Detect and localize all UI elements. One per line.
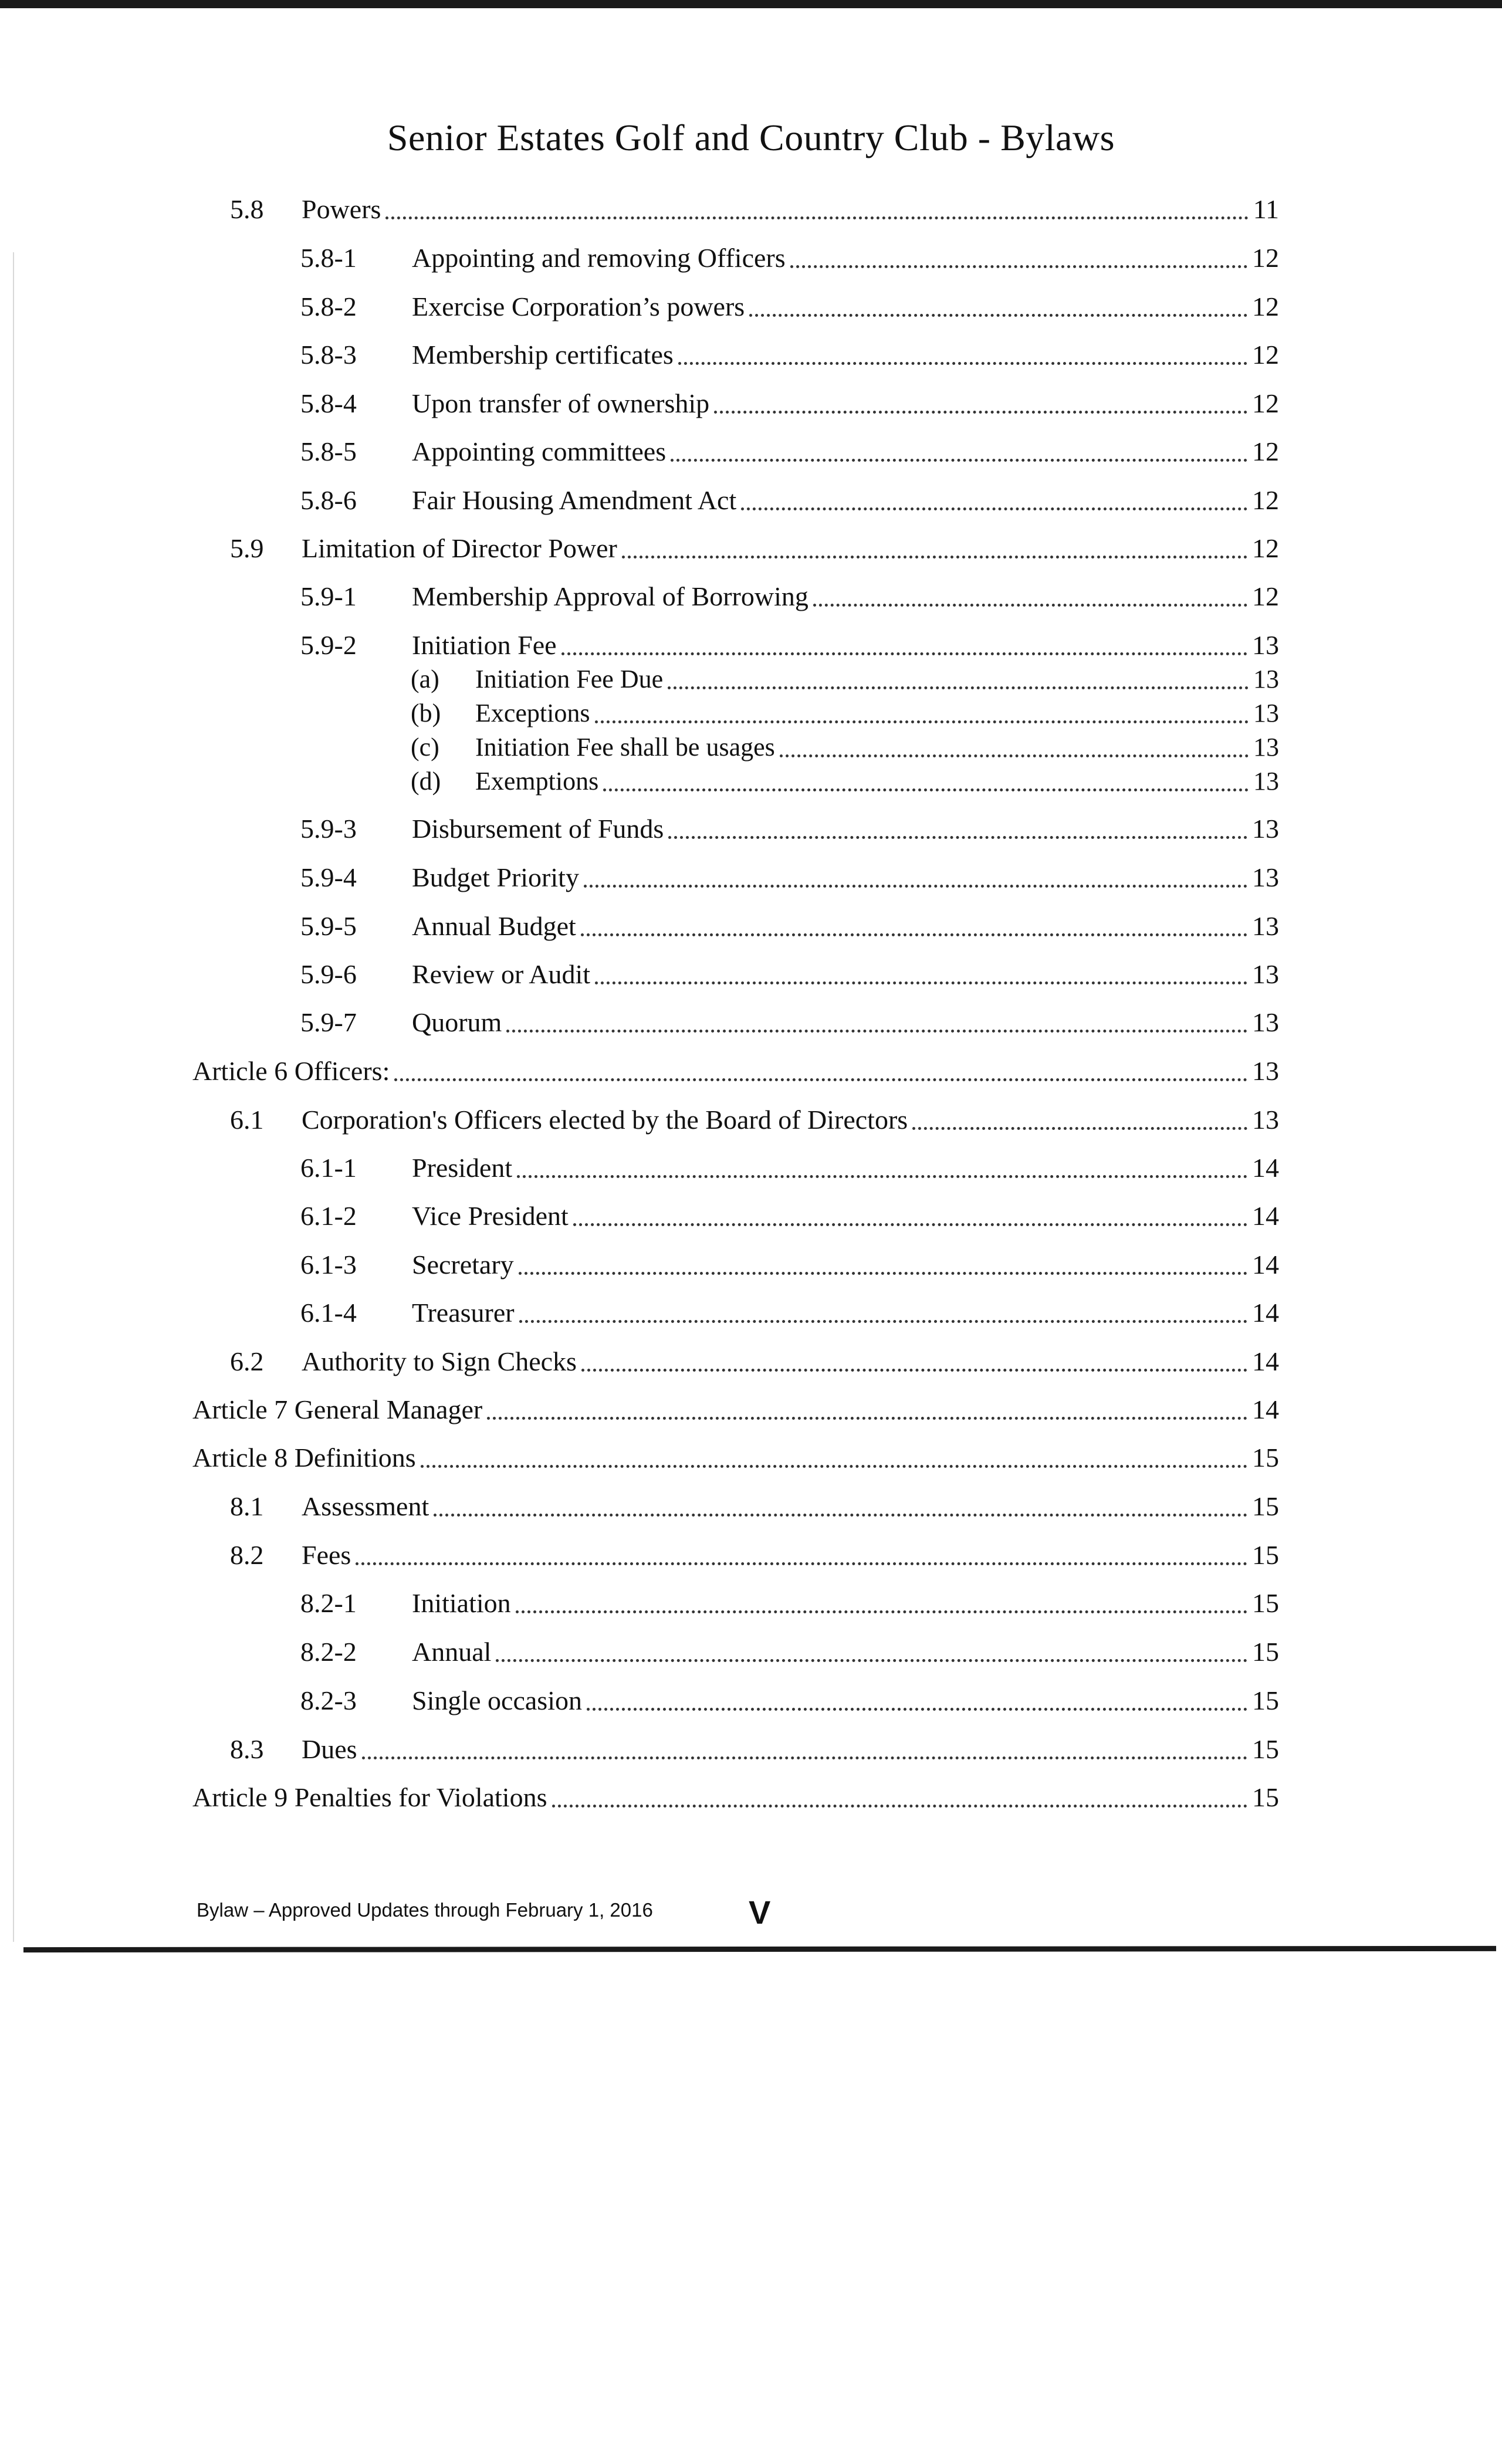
dot-leader (552, 1805, 1248, 1808)
dot-leader (668, 836, 1247, 839)
page-number-roman: V (749, 1894, 771, 1931)
toc-entry-number: 6.1-3 (300, 1250, 357, 1280)
dot-leader (496, 1659, 1247, 1662)
toc-entry (411, 761, 1279, 798)
dot-leader (581, 933, 1247, 936)
toc-entry-page: 13 (1252, 911, 1279, 941)
toc-entry-number: 5.8-4 (300, 388, 357, 418)
dot-leader (749, 314, 1247, 317)
toc-entry (300, 1583, 1279, 1620)
toc-entry-number: 5.9-4 (300, 862, 357, 892)
toc-entry-number: (c) (411, 733, 439, 761)
toc-entry-label: Powers (302, 194, 381, 224)
toc-entry-number: 8.2-1 (300, 1588, 357, 1618)
toc-entry-label: Appointing and removing Officers (412, 243, 786, 273)
dot-leader (587, 1708, 1247, 1711)
dot-leader (506, 1030, 1247, 1033)
toc-entry-label: Article 6 Officers: (192, 1056, 390, 1086)
toc-entry (300, 1148, 1279, 1185)
toc-entry-label: Quorum (412, 1007, 502, 1037)
dot-leader (595, 720, 1249, 723)
toc-entry-number: 5.9-6 (300, 959, 357, 989)
toc-entry-page: 13 (1252, 862, 1279, 892)
toc-entry-label: Fees (302, 1540, 351, 1570)
dot-leader (517, 1175, 1247, 1178)
toc-entry (300, 1196, 1279, 1233)
toc-entry-label: Article 9 Penalties for Violations (192, 1782, 547, 1812)
toc-entry (192, 1389, 1279, 1427)
dot-leader (561, 652, 1247, 655)
toc-entry-label: Exercise Corporation’s powers (412, 292, 745, 321)
toc-entry-label: Exemptions (475, 767, 599, 796)
dot-leader (595, 981, 1247, 984)
toc-entry-page: 11 (1253, 194, 1279, 224)
toc-entry-label: Article 7 General Manager (192, 1395, 483, 1424)
toc-entry-page: 15 (1252, 1540, 1279, 1570)
toc-entry-number: 8.2 (230, 1540, 264, 1570)
toc-entry (300, 1244, 1279, 1282)
toc-entry-number: 5.8-1 (300, 243, 357, 273)
toc-entry (300, 857, 1279, 895)
toc-entry-number: (a) (411, 665, 439, 693)
toc-entry (300, 1680, 1279, 1718)
toc-entry-page: 15 (1252, 1491, 1279, 1521)
toc-entry-label: Budget Priority (412, 862, 579, 892)
footer-approval-note: Bylaw – Approved Updates through February 1, 2016 (197, 1899, 653, 1921)
toc-entry-label: Initiation Fee Due (475, 665, 664, 693)
toc-entry-label: Annual (412, 1637, 492, 1667)
toc-entry (230, 1535, 1279, 1572)
toc-entry-label: Upon transfer of ownership (412, 388, 710, 418)
toc-entry-label: Review or Audit (412, 959, 591, 989)
toc-entry-number: 5.8-3 (300, 340, 357, 370)
toc-entry-page: 12 (1252, 533, 1279, 563)
toc-entry-page: 15 (1252, 1637, 1279, 1667)
toc-entry (411, 727, 1279, 764)
toc-entry-number: 6.1-4 (300, 1298, 357, 1328)
dot-leader (714, 411, 1247, 414)
toc-entry (300, 431, 1279, 469)
toc-entry-label: Initiation (412, 1588, 511, 1618)
toc-entry-page: 13 (1253, 733, 1279, 761)
toc-entry-number: 5.8 (230, 194, 264, 224)
toc-entry (411, 693, 1279, 730)
dot-leader (584, 885, 1247, 888)
toc-entry-page: 13 (1252, 1056, 1279, 1086)
toc-entry-number: 8.3 (230, 1734, 264, 1764)
toc-entry-label: Membership certificates (412, 340, 674, 370)
toc-entry-page: 14 (1252, 1153, 1279, 1183)
toc-entry-label: Disbursement of Funds (412, 814, 664, 844)
toc-entry-page: 13 (1252, 959, 1279, 989)
toc-entry-page: 13 (1252, 1007, 1279, 1037)
toc-entry-label: Assessment (302, 1491, 429, 1521)
page-title: Senior Estates Golf and Country Club - Bylaws (387, 117, 1115, 158)
toc-entry-page: 13 (1252, 1105, 1279, 1135)
toc-entry (300, 480, 1279, 517)
toc-entry (300, 576, 1279, 614)
dot-leader (581, 1369, 1247, 1372)
toc-entry-page: 12 (1252, 581, 1279, 611)
toc-entry-page: 15 (1252, 1443, 1279, 1473)
toc-entry-number: 5.8-5 (300, 436, 357, 466)
dot-leader (362, 1756, 1247, 1759)
toc-entry-page: 12 (1252, 340, 1279, 370)
toc-entry (300, 1002, 1279, 1040)
dot-leader (394, 1078, 1247, 1081)
toc-entry-label: Membership Approval of Borrowing (412, 581, 808, 611)
toc-entry (300, 954, 1279, 991)
toc-entry-label: Initiation Fee shall be usages (475, 733, 775, 761)
toc-entry-page: 14 (1252, 1395, 1279, 1424)
toc-entry-number: (d) (411, 767, 441, 796)
toc-entry (300, 808, 1279, 846)
toc-entry-number: 6.1-1 (300, 1153, 357, 1183)
dot-leader (573, 1223, 1247, 1226)
toc-entry-page: 13 (1253, 665, 1279, 693)
toc-entry-page: 15 (1252, 1685, 1279, 1715)
toc-entry (411, 659, 1279, 696)
dot-leader (678, 362, 1247, 365)
dot-leader (912, 1127, 1247, 1130)
dot-leader (434, 1514, 1247, 1517)
toc-entry-number: 5.9-3 (300, 814, 357, 844)
toc-entry-number: 5.8-2 (300, 292, 357, 321)
toc-entry-label: Limitation of Director Power (302, 533, 617, 563)
dot-leader (813, 604, 1247, 607)
toc-entry (300, 906, 1279, 943)
toc-entry-number: 5.9-2 (300, 630, 357, 660)
toc-entry-label: Secretary (412, 1250, 514, 1280)
toc-entry-number: 5.9-5 (300, 911, 357, 941)
dot-leader (780, 754, 1249, 757)
toc-entry-label: Exceptions (475, 699, 590, 727)
toc-entry-page: 15 (1252, 1734, 1279, 1764)
toc-entry-number: 6.1 (230, 1105, 264, 1135)
toc-entry-label: Authority to Sign Checks (302, 1346, 577, 1376)
toc-entry (300, 334, 1279, 372)
toc-entry (192, 1051, 1279, 1088)
toc-entry (300, 1292, 1279, 1330)
dot-leader (668, 686, 1249, 689)
toc-entry-page: 12 (1252, 292, 1279, 321)
dot-leader (603, 788, 1249, 791)
toc-entry-label: Article 8 Definitions (192, 1443, 416, 1473)
dot-leader (519, 1272, 1247, 1275)
toc-entry (192, 1777, 1279, 1815)
dot-leader (671, 459, 1247, 462)
toc-entry-page: 13 (1253, 699, 1279, 727)
toc-entry-page: 12 (1252, 485, 1279, 515)
toc-entry-label: Fair Housing Amendment Act (412, 485, 737, 515)
toc-entry-label: Single occasion (412, 1685, 582, 1715)
toc-entry-page: 13 (1253, 767, 1279, 796)
toc-entry-label: Appointing committees (412, 436, 667, 466)
dot-leader (622, 556, 1247, 559)
toc-entry-label: Initiation Fee (412, 630, 557, 660)
toc-entry (230, 189, 1279, 226)
toc-entry (300, 383, 1279, 421)
dot-leader (487, 1417, 1247, 1420)
toc-entry (230, 1729, 1279, 1766)
toc-entry-page: 14 (1252, 1250, 1279, 1280)
toc-entry-number: 8.2-3 (300, 1685, 357, 1715)
toc-entry-page: 13 (1252, 630, 1279, 660)
toc-entry-label: Dues (302, 1734, 357, 1764)
toc-entry-label: Vice President (412, 1201, 569, 1231)
toc-entry-label: President (412, 1153, 513, 1183)
toc-entry-page: 15 (1252, 1782, 1279, 1812)
toc-entry (230, 1099, 1279, 1137)
dot-leader (741, 507, 1247, 510)
dot-leader (519, 1320, 1247, 1323)
toc-entry (300, 238, 1279, 275)
toc-entry-number: (b) (411, 699, 441, 727)
toc-entry-page: 15 (1252, 1588, 1279, 1618)
toc-entry-label: Corporation's Officers elected by the Board of Directors (302, 1105, 908, 1135)
toc-entry (230, 1486, 1279, 1524)
toc-entry-number: 8.1 (230, 1491, 264, 1521)
toc-entry-number: 8.2-2 (300, 1637, 357, 1667)
toc-entry-label: Annual Budget (412, 911, 576, 941)
toc-entry (300, 286, 1279, 324)
dot-leader (356, 1562, 1247, 1565)
toc-entry-number: 5.9-1 (300, 581, 357, 611)
toc-entry-number: 5.8-6 (300, 485, 357, 515)
toc-entry-label: Treasurer (412, 1298, 515, 1328)
toc-entry-page: 12 (1252, 436, 1279, 466)
toc-entry-number: 5.9 (230, 533, 264, 563)
toc-entry (230, 528, 1279, 566)
toc-entry (230, 1341, 1279, 1379)
toc-entry-number: 5.9-7 (300, 1007, 357, 1037)
dot-leader (516, 1610, 1247, 1613)
toc-entry-page: 13 (1252, 814, 1279, 844)
dot-leader (385, 216, 1248, 219)
toc-entry-page: 14 (1252, 1298, 1279, 1328)
toc-entry-page: 14 (1252, 1201, 1279, 1231)
toc-entry-page: 12 (1252, 388, 1279, 418)
toc-entry-page: 12 (1252, 243, 1279, 273)
toc-entry-page: 14 (1252, 1346, 1279, 1376)
toc-entry (192, 1437, 1279, 1475)
toc-entry (300, 625, 1279, 662)
dot-leader (790, 265, 1247, 268)
dot-leader (421, 1465, 1247, 1468)
toc-entry-number: 6.2 (230, 1346, 264, 1376)
toc-entry-number: 6.1-2 (300, 1201, 357, 1231)
toc-entry (300, 1632, 1279, 1669)
